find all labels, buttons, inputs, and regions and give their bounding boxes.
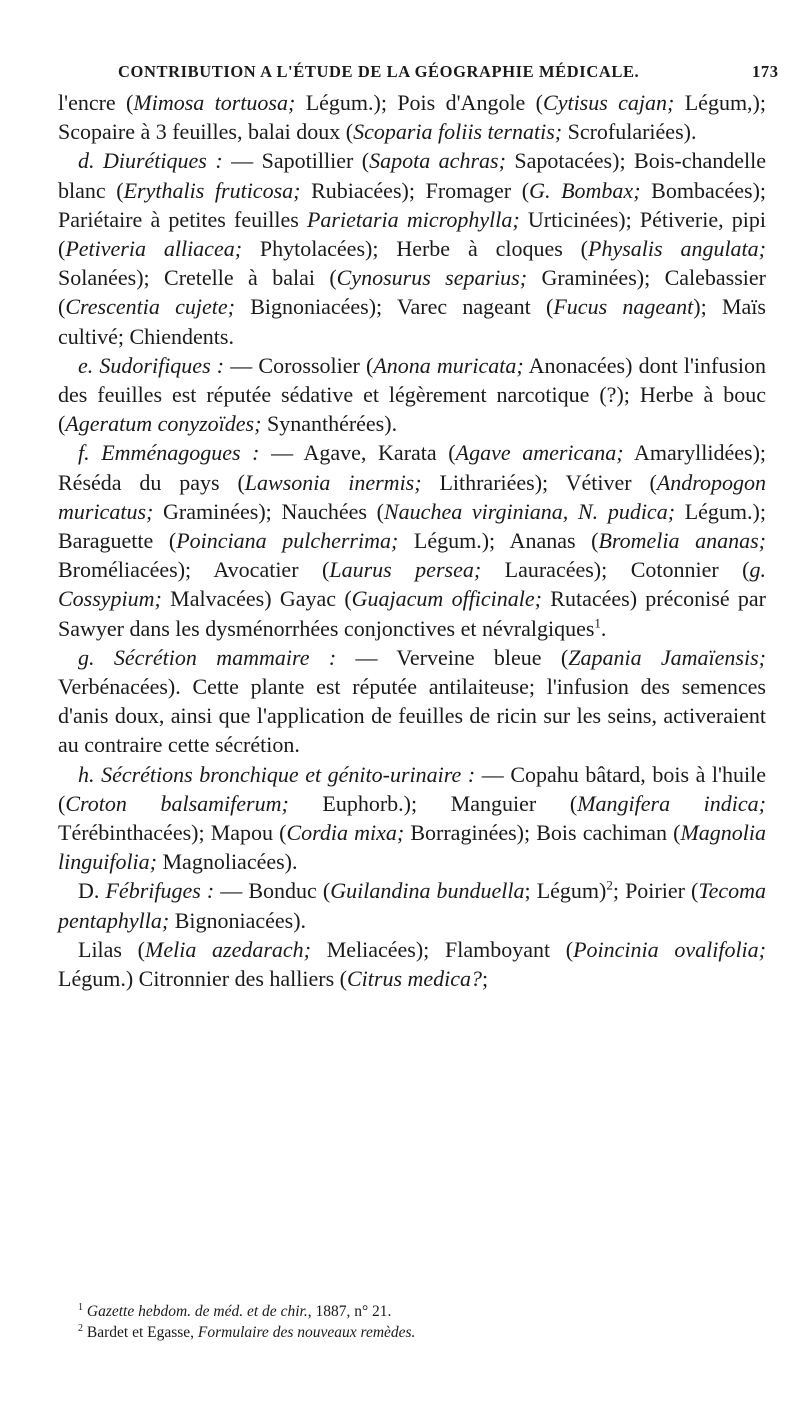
text-run: Bombacées); Pariétaire à petites feuilles xyxy=(58,177,767,232)
paragraph xyxy=(58,438,766,642)
italic-run: g. Cossypium; xyxy=(58,557,767,612)
text-run: Légum.); Baraguette ( xyxy=(58,498,766,554)
italic-run: Melia azedarach; xyxy=(145,936,311,962)
italic-run: e. Sudorifiques : xyxy=(78,352,225,378)
page-number: 173 xyxy=(752,62,779,81)
text-run: Scrofulariées). xyxy=(562,119,697,145)
text-run: Légum.); Ananas ( xyxy=(398,528,599,554)
paragraph xyxy=(58,643,766,760)
italic-run: Mimosa tortuosa; xyxy=(133,90,296,115)
text-run: Sapotacées); Bois-chandelle blanc ( xyxy=(58,148,766,203)
italic-run: Mangifera indica; xyxy=(577,790,766,816)
running-header xyxy=(0,62,800,86)
italic-run: Cytisus cajan; xyxy=(543,90,675,115)
paragraph xyxy=(58,876,766,934)
italic-run: Scoparia foliis ternatis; xyxy=(353,119,563,145)
italic-run: Nauchea virginiana, N. pudica; xyxy=(384,498,676,524)
text-run: Graminées); Calebassier ( xyxy=(58,265,766,320)
paragraph xyxy=(58,88,766,146)
text-run: Phytolacées); Herbe à cloques ( xyxy=(242,236,589,262)
text-run: Magnoliacées). xyxy=(157,849,298,875)
footnote-marker: 1 xyxy=(594,615,601,631)
italic-run: Crescentia cujete; xyxy=(65,294,235,320)
italic-run: Croton balsamiferum; xyxy=(65,790,289,816)
italic-run: Guilandina bunduella xyxy=(330,878,525,904)
text-run: — Bonduc ( xyxy=(214,878,331,904)
text-run: , 1887, n° 21. xyxy=(307,1303,392,1320)
italic-run: Petiveria alliacea; xyxy=(65,236,243,262)
text-run: Lauracées); Cotonnier ( xyxy=(481,557,750,583)
text-run: Euphorb.); Manguier ( xyxy=(288,790,578,816)
italic-run: Parietaria microphylla; xyxy=(306,206,520,232)
text-run: ; Poirier ( xyxy=(612,878,699,904)
text-run: Légum,); Scopaire à 3 feuilles, balai doux ( xyxy=(58,90,766,145)
italic-run: Ageratum conyzoïdes; xyxy=(65,411,262,437)
text-run: Malvacées) Gayac ( xyxy=(161,586,352,612)
italic-run: Cordia mixa; xyxy=(286,820,405,846)
italic-run: Laurus persea; xyxy=(329,557,482,583)
italic-run: d. Diurétiques : xyxy=(78,148,223,174)
text-run: — Verveine bleue ( xyxy=(336,644,569,670)
text-run: Légum.); Pois d'Angole ( xyxy=(295,90,544,115)
footnote xyxy=(58,1301,766,1322)
italic-run: Magnolia linguifolia; xyxy=(58,820,766,875)
text-run: l'encre ( xyxy=(58,90,134,115)
paragraph xyxy=(58,935,766,993)
text-run: — Copahu bâtard, bois à l'huile ( xyxy=(58,761,766,816)
text-run: D. xyxy=(78,878,106,904)
text-run: ; Légum) xyxy=(524,878,607,904)
text-run: — Sapotillier ( xyxy=(222,148,370,174)
text-run: Anonacées) dont l'infusion des feuilles est réputée sédative et légèrement narcotique (?); Herbe à bouc ( xyxy=(58,352,767,437)
text-run: — Corossolier ( xyxy=(224,352,374,378)
footnotes xyxy=(58,1301,766,1343)
italic-run: h. Sécrétions bronchique et génito-urinaire : xyxy=(78,761,476,787)
italic-run: Bromelia ananas; xyxy=(598,528,766,554)
italic-run: Zapania Jamaïensis; xyxy=(568,644,766,670)
italic-run: Physalis angulata; xyxy=(588,236,766,262)
text-run: Solanées); Cretelle à balai ( xyxy=(58,265,337,291)
italic-run: Fébrifuges : xyxy=(105,878,215,904)
text-run: Amaryllidées); Réséda du pays ( xyxy=(58,440,767,495)
italic-run: g. Sécrétion mammaire : xyxy=(78,644,337,670)
text-run: Rubiacées); Fromager ( xyxy=(300,177,530,203)
italic-run: Poinciana pulcherrima; xyxy=(176,528,399,554)
italic-run: Gazette hebdom. de méd. et de chir. xyxy=(86,1303,308,1320)
paragraph xyxy=(58,760,766,877)
paragraph xyxy=(58,146,766,350)
text-run: Urticinées); Pétiverie, pipi ( xyxy=(58,206,766,262)
footnote-marker: 2 xyxy=(78,1322,83,1334)
text-run: Borraginées); Bois cachiman ( xyxy=(404,820,681,846)
text-run: . xyxy=(600,615,607,641)
text-run: Graminées); Nauchées ( xyxy=(153,498,384,524)
text-run: Broméliacées); Avocatier ( xyxy=(58,557,330,583)
italic-run: Agave americana; xyxy=(455,440,624,466)
italic-run: Poincinia ovalifolia; xyxy=(573,936,766,962)
text-run: Synanthérées). xyxy=(261,411,398,437)
text-run: Bignoniacées). xyxy=(169,907,307,933)
italic-run: Guajacum officinale; xyxy=(351,586,542,612)
text-run: Lilas ( xyxy=(78,936,146,962)
text-run: — Agave, Karata ( xyxy=(259,440,456,466)
italic-run: Sapota achras; xyxy=(369,148,506,174)
text-run: Légum.) Citronnier des halliers ( xyxy=(58,966,347,992)
footnote-marker: 1 xyxy=(78,1301,83,1313)
text-run: Verbénacées). Cette plante est réputée antilaiteuse; l'infusion des semences d'anis doux, ainsi que l'application de feuilles de ricin sur les seins, activeraient au contraire cette sécrétion. xyxy=(58,674,766,758)
italic-run: Andropogon muricatus; xyxy=(58,469,766,524)
text-run: Meliacées); Flamboyant ( xyxy=(311,936,574,962)
body-text xyxy=(58,88,766,993)
paragraph xyxy=(58,351,766,439)
text-run: Lithrariées); Vétiver ( xyxy=(421,469,657,495)
italic-run: Cynosurus separius; xyxy=(336,265,528,291)
italic-run: Lawsonia inermis; xyxy=(244,469,422,495)
italic-run: Erythalis fruticosa; xyxy=(123,177,301,203)
text-run: Bardet et Egasse, xyxy=(83,1324,198,1341)
italic-run: Citrus medica? xyxy=(346,966,483,992)
italic-run: Fucus nageant xyxy=(553,294,694,320)
italic-run: G. Bombax; xyxy=(529,177,641,203)
italic-run: Anona muricata; xyxy=(373,352,524,378)
italic-run: Formulaire des nouveaux remèdes. xyxy=(197,1324,416,1341)
footnote-marker: 2 xyxy=(606,878,613,894)
text-run: Rutacées) préconisé par Sawyer dans les dysménorrhées conjonctives et névralgiques xyxy=(58,586,766,641)
italic-run: f. Emménagogues : xyxy=(78,440,260,466)
italic-run: Tecoma pentaphylla; xyxy=(58,878,766,933)
text-run: Térébinthacées); Mapou ( xyxy=(58,820,287,846)
running-title: CONTRIBUTION A L'ÉTUDE DE LA GÉOGRAPHIE MÉDICALE. xyxy=(118,62,640,81)
footnote xyxy=(58,1322,766,1343)
text-run: ); Maïs cultivé; Chiendents. xyxy=(58,294,766,349)
text-run: Bignoniacées); Varec nageant ( xyxy=(234,294,554,320)
text-run: ; xyxy=(482,966,489,992)
